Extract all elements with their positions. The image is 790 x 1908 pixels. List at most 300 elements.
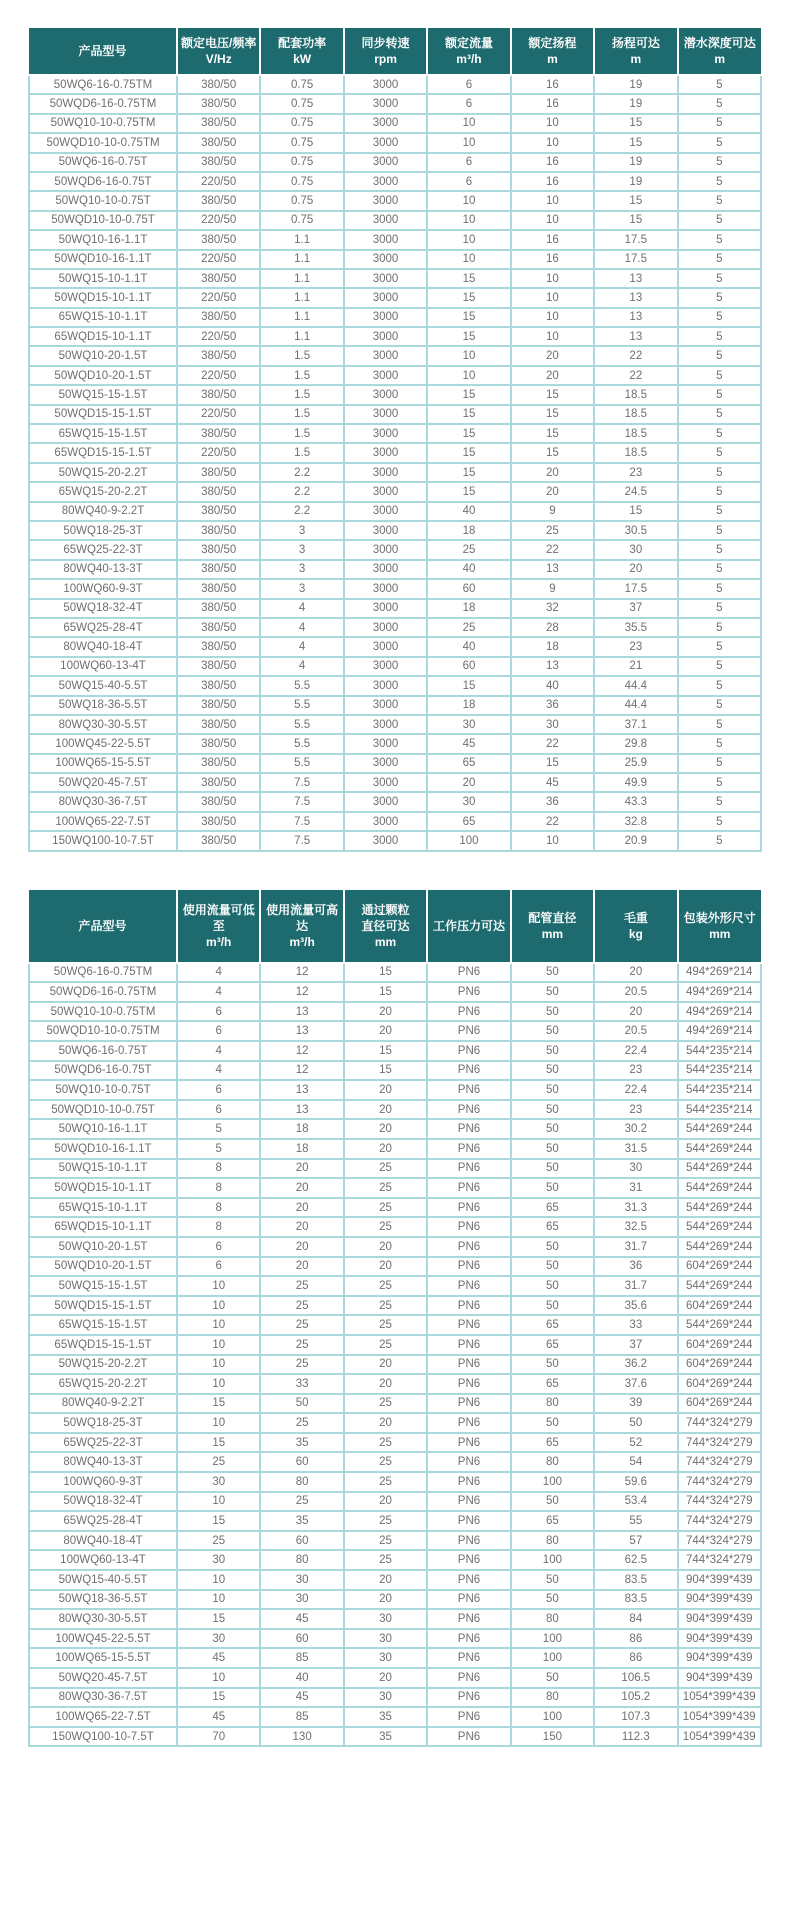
- value-cell: 3000: [344, 327, 427, 346]
- model-cell: 50WQD10-10-0.75TM: [29, 1021, 177, 1041]
- table-row: [29, 1492, 761, 1512]
- value-cell: 19: [594, 153, 677, 172]
- column-header-line: 额定电压/频率: [181, 36, 257, 50]
- value-cell: 18: [260, 1139, 343, 1159]
- value-cell: 20: [344, 1119, 427, 1139]
- value-cell: PN6: [427, 1629, 510, 1649]
- table-row: [29, 1570, 761, 1590]
- value-cell: 35: [260, 1511, 343, 1531]
- value-cell: 15: [344, 982, 427, 1002]
- value-cell: 25: [344, 1472, 427, 1492]
- model-cell: 50WQD6-16-0.75TM: [29, 982, 177, 1002]
- value-cell: 13: [594, 327, 677, 346]
- value-cell: 10: [511, 211, 594, 230]
- value-cell: 3000: [344, 114, 427, 133]
- value-cell: 10: [177, 1355, 260, 1375]
- value-cell: 4: [260, 657, 343, 676]
- value-cell: 20.5: [594, 1021, 677, 1041]
- value-cell: 15: [177, 1688, 260, 1708]
- model-cell: 100WQ60-9-3T: [29, 579, 177, 598]
- value-cell: 39: [594, 1394, 677, 1414]
- model-cell: 80WQ30-30-5.5T: [29, 715, 177, 734]
- value-cell: 380/50: [177, 385, 260, 404]
- table-row: [29, 1394, 761, 1414]
- column-header-line: 产品型号: [78, 44, 127, 58]
- value-cell: 8: [177, 1159, 260, 1179]
- value-cell: 20: [344, 1668, 427, 1688]
- table-row: [29, 1511, 761, 1531]
- value-cell: 380/50: [177, 424, 260, 443]
- column-header: [678, 28, 761, 75]
- value-cell: 50: [511, 1237, 594, 1257]
- value-cell: 10: [511, 269, 594, 288]
- value-cell: 5: [177, 1119, 260, 1139]
- table-row: [29, 579, 761, 598]
- model-cell: 50WQD10-10-0.75T: [29, 211, 177, 230]
- value-cell: 5.5: [260, 734, 343, 753]
- value-cell: 19: [594, 172, 677, 191]
- value-cell: 40: [511, 676, 594, 695]
- table-row: [29, 637, 761, 656]
- value-cell: 17.5: [594, 579, 677, 598]
- value-cell: PN6: [427, 1707, 510, 1727]
- value-cell: 0.75: [260, 191, 343, 210]
- value-cell: 80: [511, 1452, 594, 1472]
- value-cell: 50: [511, 1061, 594, 1081]
- value-cell: 15: [427, 424, 510, 443]
- value-cell: 22: [594, 346, 677, 365]
- value-cell: 5: [678, 734, 761, 753]
- value-cell: 10: [427, 191, 510, 210]
- value-cell: 57: [594, 1531, 677, 1551]
- value-cell: 494*269*214: [678, 1021, 761, 1041]
- value-cell: 5: [678, 385, 761, 404]
- value-cell: 1.1: [260, 269, 343, 288]
- value-cell: 220/50: [177, 405, 260, 424]
- value-cell: 20: [344, 1257, 427, 1277]
- value-cell: 5: [678, 366, 761, 385]
- model-cell: 50WQ18-36-5.5T: [29, 696, 177, 715]
- value-cell: 10: [177, 1315, 260, 1335]
- value-cell: 25.9: [594, 754, 677, 773]
- value-cell: 6: [427, 153, 510, 172]
- value-cell: 15: [177, 1394, 260, 1414]
- value-cell: 40: [427, 502, 510, 521]
- column-header-line: 配管直径: [528, 910, 577, 925]
- value-cell: 17.5: [594, 250, 677, 269]
- value-cell: 80: [260, 1472, 343, 1492]
- value-cell: 24.5: [594, 482, 677, 501]
- table-row: [29, 288, 761, 307]
- value-cell: PN6: [427, 1394, 510, 1414]
- value-cell: 3000: [344, 443, 427, 462]
- model-cell: 50WQD15-15-1.5T: [29, 1296, 177, 1316]
- value-cell: PN6: [427, 1178, 510, 1198]
- value-cell: PN6: [427, 1550, 510, 1570]
- value-cell: 36: [594, 1257, 677, 1277]
- value-cell: 7.5: [260, 773, 343, 792]
- value-cell: 50: [511, 1178, 594, 1198]
- value-cell: 22: [511, 812, 594, 831]
- model-cell: 50WQ6-16-0.75TM: [29, 963, 177, 983]
- value-cell: 8: [177, 1217, 260, 1237]
- value-cell: 35.6: [594, 1296, 677, 1316]
- value-cell: 220/50: [177, 443, 260, 462]
- model-cell: 50WQ6-16-0.75T: [29, 153, 177, 172]
- column-header: [29, 890, 177, 963]
- value-cell: 15: [594, 502, 677, 521]
- value-cell: 18.5: [594, 405, 677, 424]
- pump-usage-packaging-table: [28, 890, 762, 1748]
- table-row: [29, 1609, 761, 1629]
- value-cell: 17.5: [594, 230, 677, 249]
- value-cell: 16: [511, 94, 594, 113]
- value-cell: 3000: [344, 540, 427, 559]
- value-cell: 20: [260, 1198, 343, 1218]
- value-cell: 33: [260, 1374, 343, 1394]
- value-cell: 0.75: [260, 114, 343, 133]
- performance-table-body: [29, 75, 761, 851]
- table-row: [29, 1590, 761, 1610]
- value-cell: 10: [511, 327, 594, 346]
- table-row: [29, 1707, 761, 1727]
- value-cell: 5: [678, 831, 761, 850]
- value-cell: 30: [344, 1629, 427, 1649]
- value-cell: PN6: [427, 1296, 510, 1316]
- value-cell: 3000: [344, 482, 427, 501]
- model-cell: 50WQD10-10-0.75TM: [29, 133, 177, 152]
- value-cell: 20: [344, 1100, 427, 1120]
- value-cell: 25: [260, 1315, 343, 1335]
- value-cell: 744*324*279: [678, 1492, 761, 1512]
- value-cell: PN6: [427, 1648, 510, 1668]
- value-cell: 744*324*279: [678, 1531, 761, 1551]
- value-cell: 5.5: [260, 696, 343, 715]
- value-cell: 3000: [344, 308, 427, 327]
- value-cell: 5.5: [260, 676, 343, 695]
- value-cell: 52: [594, 1433, 677, 1453]
- value-cell: 25: [177, 1531, 260, 1551]
- model-cell: 50WQ6-16-0.75TM: [29, 75, 177, 94]
- value-cell: 60: [260, 1452, 343, 1472]
- value-cell: 5: [678, 676, 761, 695]
- table-row: [29, 94, 761, 113]
- value-cell: PN6: [427, 982, 510, 1002]
- value-cell: 220/50: [177, 366, 260, 385]
- model-cell: 80WQ30-36-7.5T: [29, 792, 177, 811]
- value-cell: 544*269*244: [678, 1237, 761, 1257]
- value-cell: 4: [260, 637, 343, 656]
- model-cell: 50WQ18-36-5.5T: [29, 1590, 177, 1610]
- value-cell: PN6: [427, 1119, 510, 1139]
- value-cell: 5: [678, 443, 761, 462]
- value-cell: 36: [511, 792, 594, 811]
- value-cell: 5: [678, 211, 761, 230]
- value-cell: 80: [260, 1550, 343, 1570]
- value-cell: 9: [511, 579, 594, 598]
- table-row: [29, 1080, 761, 1100]
- value-cell: 25: [260, 1413, 343, 1433]
- value-cell: 100: [511, 1629, 594, 1649]
- value-cell: 32.5: [594, 1217, 677, 1237]
- value-cell: 10: [511, 191, 594, 210]
- value-cell: 5: [678, 114, 761, 133]
- model-cell: 65WQD15-15-1.5T: [29, 1335, 177, 1355]
- value-cell: 50: [511, 1276, 594, 1296]
- value-cell: 380/50: [177, 94, 260, 113]
- model-cell: 65WQ15-20-2.2T: [29, 482, 177, 501]
- value-cell: 13: [260, 1080, 343, 1100]
- table-row: [29, 676, 761, 695]
- value-cell: 16: [511, 172, 594, 191]
- value-cell: 1054*399*439: [678, 1727, 761, 1747]
- value-cell: 604*269*244: [678, 1335, 761, 1355]
- value-cell: 20: [344, 1139, 427, 1159]
- value-cell: 37.1: [594, 715, 677, 734]
- value-cell: 37: [594, 599, 677, 618]
- value-cell: PN6: [427, 1237, 510, 1257]
- value-cell: 30: [511, 715, 594, 734]
- column-header: [594, 28, 677, 75]
- value-cell: 35: [260, 1433, 343, 1453]
- value-cell: 494*269*214: [678, 963, 761, 983]
- value-cell: 50: [511, 1041, 594, 1061]
- column-header-line: 直径可达: [361, 918, 410, 933]
- value-cell: 15: [511, 754, 594, 773]
- value-cell: 65: [511, 1335, 594, 1355]
- model-cell: 80WQ30-30-5.5T: [29, 1609, 177, 1629]
- value-cell: 45: [427, 734, 510, 753]
- value-cell: 494*269*214: [678, 1002, 761, 1022]
- value-cell: 380/50: [177, 482, 260, 501]
- value-cell: 5: [678, 250, 761, 269]
- value-cell: 380/50: [177, 230, 260, 249]
- model-cell: 65WQD15-10-1.1T: [29, 1217, 177, 1237]
- value-cell: 25: [260, 1335, 343, 1355]
- value-cell: 10: [427, 346, 510, 365]
- value-cell: 35: [344, 1707, 427, 1727]
- table-row: [29, 1550, 761, 1570]
- value-cell: 100: [427, 831, 510, 850]
- value-cell: 380/50: [177, 191, 260, 210]
- value-cell: 50: [511, 1492, 594, 1512]
- value-cell: PN6: [427, 1374, 510, 1394]
- value-cell: 3000: [344, 657, 427, 676]
- value-cell: 50: [511, 1413, 594, 1433]
- value-cell: PN6: [427, 1139, 510, 1159]
- value-cell: 6: [177, 1257, 260, 1277]
- value-cell: 0.75: [260, 211, 343, 230]
- value-cell: 20: [344, 1590, 427, 1610]
- value-cell: 20: [344, 1413, 427, 1433]
- value-cell: 20: [344, 1080, 427, 1100]
- value-cell: 5: [678, 191, 761, 210]
- value-cell: 10: [427, 230, 510, 249]
- value-cell: 220/50: [177, 288, 260, 307]
- value-cell: 3000: [344, 191, 427, 210]
- value-cell: 10: [177, 1374, 260, 1394]
- value-cell: 6: [427, 94, 510, 113]
- value-cell: 4: [260, 599, 343, 618]
- value-cell: 5: [678, 94, 761, 113]
- value-cell: 20: [427, 773, 510, 792]
- value-cell: 10: [177, 1590, 260, 1610]
- table-row: [29, 269, 761, 288]
- value-cell: 1.5: [260, 346, 343, 365]
- value-cell: 30: [177, 1629, 260, 1649]
- model-cell: 80WQ40-9-2.2T: [29, 1394, 177, 1414]
- table-row: [29, 618, 761, 637]
- table-row: [29, 211, 761, 230]
- table-row: [29, 1217, 761, 1237]
- value-cell: 5: [678, 482, 761, 501]
- value-cell: 70: [177, 1727, 260, 1747]
- value-cell: 15: [511, 405, 594, 424]
- value-cell: 1.1: [260, 308, 343, 327]
- value-cell: 23: [594, 1100, 677, 1120]
- model-cell: 50WQD10-16-1.1T: [29, 250, 177, 269]
- model-cell: 65WQ15-10-1.1T: [29, 1198, 177, 1218]
- value-cell: 220/50: [177, 250, 260, 269]
- value-cell: 744*324*279: [678, 1511, 761, 1531]
- value-cell: 4: [260, 618, 343, 637]
- value-cell: 744*324*279: [678, 1452, 761, 1472]
- value-cell: 3000: [344, 424, 427, 443]
- value-cell: 3000: [344, 812, 427, 831]
- model-cell: 50WQ10-10-0.75TM: [29, 1002, 177, 1022]
- value-cell: 544*235*214: [678, 1100, 761, 1120]
- value-cell: 380/50: [177, 269, 260, 288]
- value-cell: 5: [678, 153, 761, 172]
- value-cell: PN6: [427, 1217, 510, 1237]
- value-cell: 3000: [344, 734, 427, 753]
- value-cell: 50: [511, 1119, 594, 1139]
- value-cell: 50: [511, 1668, 594, 1688]
- column-header-line: 额定扬程: [528, 36, 577, 50]
- column-header-line: mm: [541, 926, 564, 941]
- value-cell: 3: [260, 579, 343, 598]
- value-cell: 25: [260, 1276, 343, 1296]
- table-row: [29, 1315, 761, 1335]
- value-cell: 84: [594, 1609, 677, 1629]
- value-cell: 25: [344, 1296, 427, 1316]
- value-cell: 45: [511, 773, 594, 792]
- value-cell: 15: [594, 133, 677, 152]
- value-cell: PN6: [427, 1609, 510, 1629]
- value-cell: 15: [511, 424, 594, 443]
- value-cell: 15: [427, 482, 510, 501]
- value-cell: 20: [344, 1355, 427, 1375]
- value-cell: 80: [511, 1531, 594, 1551]
- value-cell: 380/50: [177, 463, 260, 482]
- value-cell: 30: [344, 1609, 427, 1629]
- table-row: [29, 1139, 761, 1159]
- value-cell: 20: [260, 1159, 343, 1179]
- column-header-line: kg: [628, 926, 643, 941]
- value-cell: 25: [344, 1217, 427, 1237]
- model-cell: 65WQ15-15-1.5T: [29, 424, 177, 443]
- value-cell: 20: [594, 963, 677, 983]
- value-cell: 4: [177, 1041, 260, 1061]
- column-header-line: 工作压力可达: [432, 918, 505, 933]
- value-cell: 6: [427, 172, 510, 191]
- value-cell: 86: [594, 1629, 677, 1649]
- value-cell: 3000: [344, 94, 427, 113]
- model-cell: 50WQD6-16-0.75T: [29, 172, 177, 191]
- value-cell: 5: [678, 812, 761, 831]
- value-cell: 10: [177, 1296, 260, 1316]
- value-cell: 5: [678, 133, 761, 152]
- value-cell: 65: [511, 1198, 594, 1218]
- column-header: [511, 28, 594, 75]
- value-cell: 380/50: [177, 75, 260, 94]
- value-cell: 50: [511, 1355, 594, 1375]
- value-cell: 5: [678, 463, 761, 482]
- value-cell: 25: [260, 1355, 343, 1375]
- value-cell: 0.75: [260, 153, 343, 172]
- value-cell: 5: [177, 1139, 260, 1159]
- model-cell: 50WQ15-20-2.2T: [29, 1355, 177, 1375]
- table-row: [29, 405, 761, 424]
- value-cell: 3000: [344, 153, 427, 172]
- value-cell: 5: [678, 754, 761, 773]
- column-header-line: mm: [709, 926, 731, 941]
- value-cell: 22.4: [594, 1080, 677, 1100]
- value-cell: 25: [344, 1433, 427, 1453]
- value-cell: 25: [177, 1452, 260, 1472]
- value-cell: 80: [511, 1394, 594, 1414]
- value-cell: 18: [427, 696, 510, 715]
- model-cell: 100WQ45-22-5.5T: [29, 1629, 177, 1649]
- value-cell: 65: [511, 1433, 594, 1453]
- value-cell: 30: [177, 1550, 260, 1570]
- value-cell: 3000: [344, 792, 427, 811]
- value-cell: 5: [678, 346, 761, 365]
- value-cell: 544*235*214: [678, 1080, 761, 1100]
- column-header: [344, 28, 427, 75]
- value-cell: 28: [511, 618, 594, 637]
- value-cell: 380/50: [177, 502, 260, 521]
- value-cell: PN6: [427, 1061, 510, 1081]
- value-cell: 1.5: [260, 405, 343, 424]
- value-cell: 30: [594, 1159, 677, 1179]
- value-cell: 380/50: [177, 715, 260, 734]
- value-cell: 4: [177, 982, 260, 1002]
- value-cell: 5: [678, 230, 761, 249]
- value-cell: 6: [177, 1021, 260, 1041]
- table-row: [29, 734, 761, 753]
- value-cell: 1.1: [260, 288, 343, 307]
- performance-table-header-row: [29, 28, 761, 75]
- model-cell: 80WQ40-18-4T: [29, 1531, 177, 1551]
- value-cell: 4: [177, 963, 260, 983]
- value-cell: PN6: [427, 1159, 510, 1179]
- value-cell: 20: [511, 366, 594, 385]
- value-cell: 20: [594, 560, 677, 579]
- value-cell: 15: [427, 327, 510, 346]
- value-cell: 13: [594, 308, 677, 327]
- value-cell: 112.3: [594, 1727, 677, 1747]
- value-cell: 22: [594, 366, 677, 385]
- table-row: [29, 1237, 761, 1257]
- model-cell: 50WQD6-16-0.75T: [29, 1061, 177, 1081]
- value-cell: 544*269*244: [678, 1198, 761, 1218]
- value-cell: 1.5: [260, 366, 343, 385]
- table-row: [29, 133, 761, 152]
- column-header-line: m³/h: [206, 934, 232, 949]
- model-cell: 50WQ15-15-1.5T: [29, 1276, 177, 1296]
- value-cell: 12: [260, 963, 343, 983]
